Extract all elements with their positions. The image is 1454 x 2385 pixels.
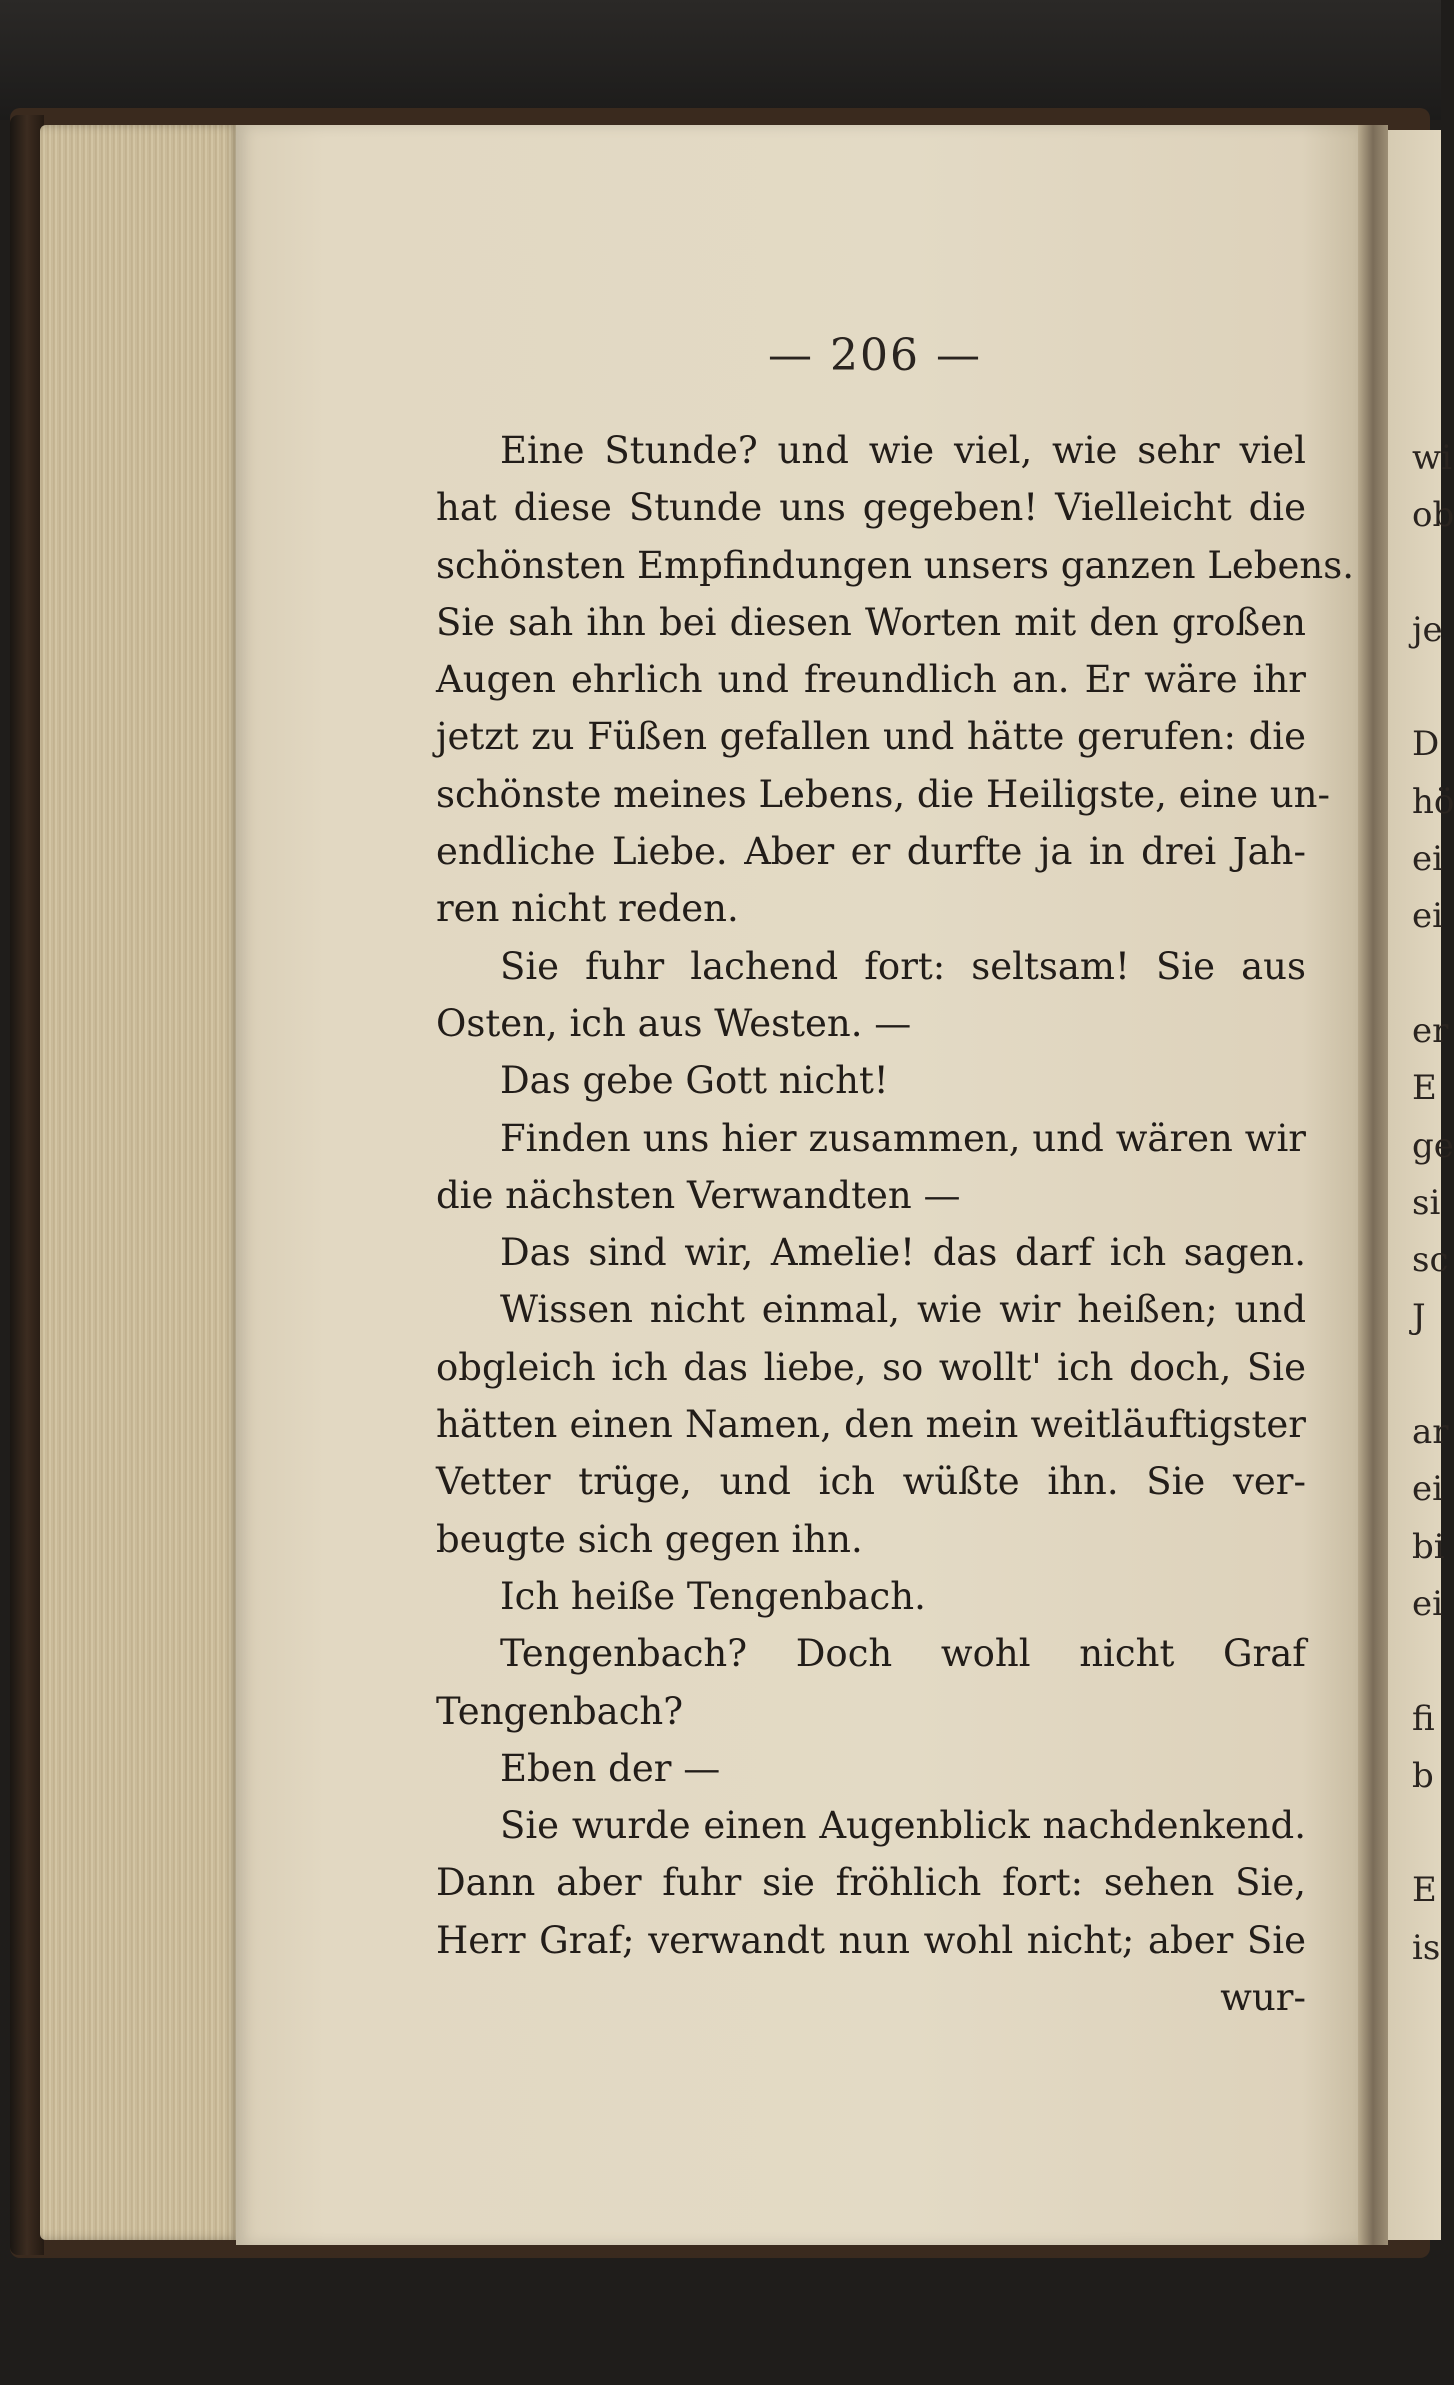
next-page-fragment: ei (1412, 1583, 1443, 1624)
text-line: hätten einen Namen, den mein weitläuftigster (436, 1403, 1306, 1447)
next-page-fragment: hö (1412, 781, 1454, 822)
text-line: schönste meines Lebens, die Heiligste, eine un- (436, 772, 1331, 816)
next-page-fragment (1412, 1805, 1442, 1862)
text-line: Wissen nicht einmal, wie wir heißen; und (500, 1288, 1306, 1332)
page-text (436, 422, 1354, 2026)
text-line: beugte sich gegen ihn. (436, 1517, 863, 1561)
text-line: jetzt zu Füßen gefallen und hätte gerufen: die (436, 715, 1306, 759)
text-line: Sie fuhr lachend fort: seltsam! Sie aus (500, 944, 1306, 988)
next-page-fragment: er (1412, 1010, 1449, 1051)
next-page-fragment: bi (1412, 1526, 1445, 1567)
text-line: Finden uns hier zusammen, und wären wir (500, 1116, 1306, 1160)
text-line: Tengenbach? Doch wohl nicht Graf (500, 1632, 1306, 1676)
next-page-fragment: ei (1412, 1469, 1443, 1510)
next-page-fragment: E (1412, 1068, 1437, 1109)
text-line: Sie wurde einen Augenblick nachdenkend. (500, 1804, 1306, 1848)
text-line: Eben der — (500, 1746, 721, 1790)
next-page-fragment (1412, 946, 1442, 1003)
text-line: Augen ehrlich und freundlich an. Er wäre ihr (436, 658, 1306, 702)
next-page-fragment: ge (1412, 1125, 1454, 1166)
next-page-fragment: je (1412, 609, 1443, 650)
next-page-fragments (1412, 430, 1454, 1977)
text-line: Sie sah ihn bei diesen Worten mit den großen (436, 600, 1306, 644)
text-line: Das gebe Gott nicht! (500, 1059, 889, 1103)
text-line: hat diese Stunde uns gegeben! Vielleicht die (436, 486, 1306, 530)
text-line: wur- (1220, 1976, 1306, 2020)
text-line: Herr Graf; verwandt nun wohl nicht; aber Sie (436, 1918, 1306, 1962)
next-page-fragment: b (1412, 1755, 1434, 1796)
text-line: Eine Stunde? und wie viel, wie sehr viel (500, 429, 1306, 472)
text-line: Osten, ich aus Westen. — (436, 1001, 912, 1045)
next-page-fragment: si (1412, 1182, 1441, 1223)
page-number: — 206 — (768, 330, 982, 381)
text-line: Ich heiße Tengenbach. (500, 1574, 926, 1618)
text-line: ren nicht reden. (436, 887, 739, 931)
next-page-fragment: ar (1412, 1412, 1449, 1453)
next-page-fragment: ei (1412, 839, 1443, 880)
book-gutter (1358, 125, 1388, 2245)
text-line: die nächsten Verwandten — (436, 1173, 961, 1217)
next-page-fragment: ob (1412, 495, 1454, 536)
page-edges (40, 125, 240, 2240)
text-line: Dann aber fuhr sie fröhlich fort: sehen Sie, (436, 1861, 1306, 1905)
next-page-fragment (1412, 1347, 1442, 1404)
backdrop (0, 0, 1441, 120)
text-line: Vetter trüge, und ich wüßte ihn. Sie ver- (436, 1460, 1306, 1504)
text-line: endliche Liebe. Aber er durfte ja in drei Jah- (436, 830, 1306, 874)
text-line: schönsten Empfindungen unsers ganzen Lebens. (436, 543, 1354, 587)
text-line: Tengenbach? (436, 1689, 684, 1733)
next-page-fragment: J (1412, 1297, 1426, 1338)
next-page-fragment: is (1412, 1927, 1441, 1968)
next-page-fragment: wi (1412, 438, 1452, 478)
book-spine (10, 115, 44, 2255)
next-page-fragment: D (1412, 724, 1440, 765)
next-page-fragment: E (1412, 1870, 1437, 1911)
next-page-fragment: sc (1412, 1240, 1449, 1281)
next-page-fragment: fi (1412, 1698, 1435, 1739)
text-line: Das sind wir, Amelie! das darf ich sagen. (500, 1231, 1306, 1275)
next-page-fragment (1412, 1633, 1442, 1690)
text-line: obgleich ich das liebe, so wollt' ich doch, Sie (436, 1345, 1306, 1389)
next-page-fragment (1412, 659, 1442, 716)
next-page-fragment: ei (1412, 896, 1443, 937)
next-page-fragment (1412, 545, 1442, 602)
